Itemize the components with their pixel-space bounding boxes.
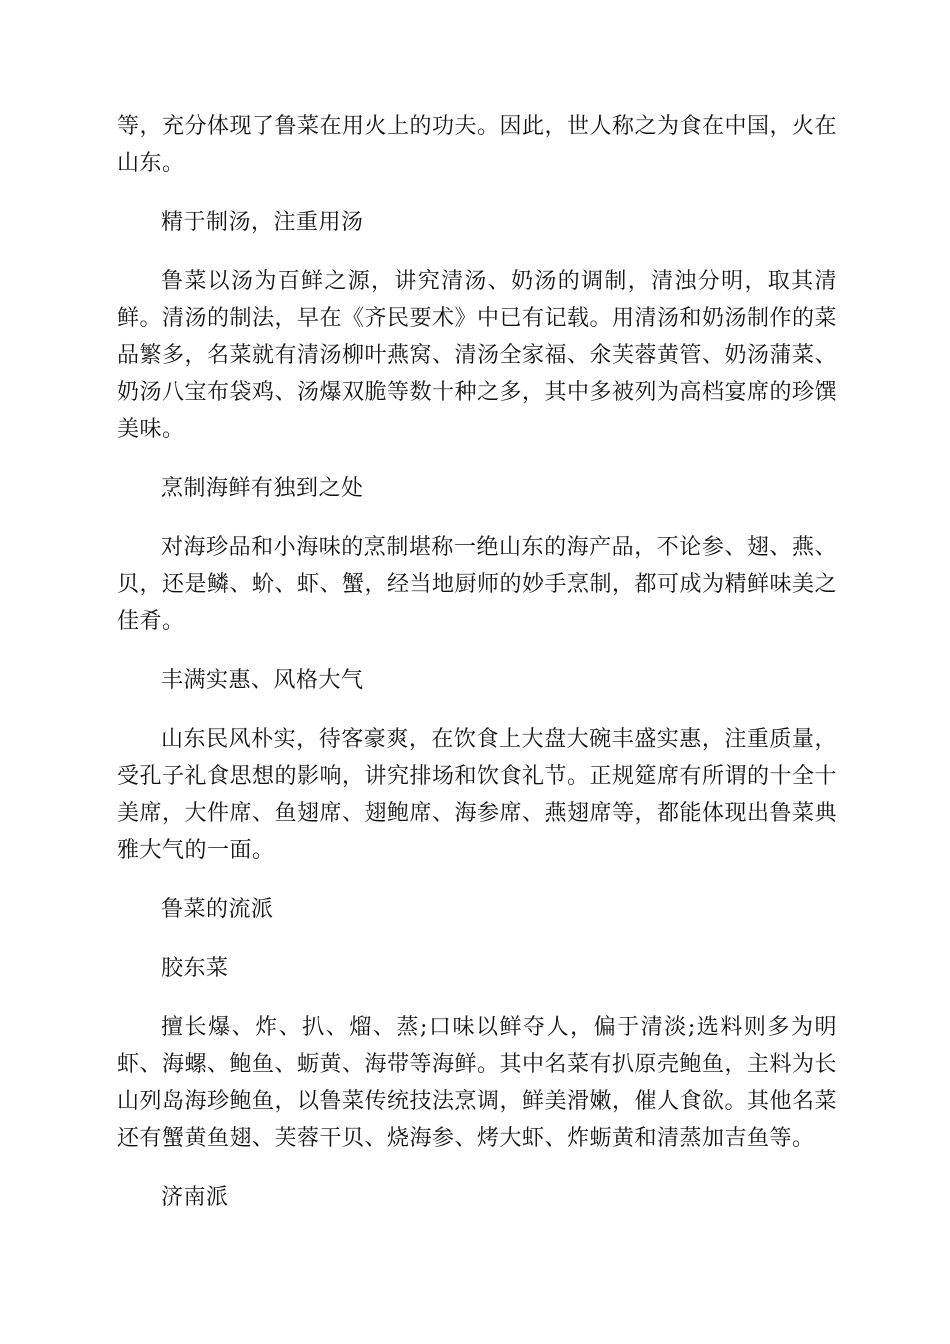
document-page [117, 108, 837, 1238]
paragraph-soup: 鲁菜以汤为百鲜之源，讲究清汤、奶汤的调制，清浊分明，取其清鲜。清汤的制法，早在《齐民要术》中已有记载。用清汤和奶汤制作的菜品繁多，名菜就有清汤柳叶燕窝、清汤全家福、氽芙蓉黄管、奶汤蒲菜、奶汤八宝布袋鸡、汤爆双脆等数十种之多，其中多被列为高档宴席的珍馔美味。 [117, 269, 838, 442]
section-heading-soup: 精于制汤，注重用汤 [161, 210, 364, 235]
paragraph-continuation: 等，充分体现了鲁菜在用火上的功夫。因此，世人称之为食在中国，火在山东。 [117, 114, 838, 176]
paragraph-jiaodong: 擅长爆、炸、扒、熘、蒸;口味以鲜夺人，偏于清淡;选料则多为明虾、海螺、鲍鱼、蛎黄、海带等海鲜。其中名菜有扒原壳鲍鱼，主料为长山列岛海珍鲍鱼，以鲁菜传统技法烹调，鲜美滑嫩，催人食欲。其他名菜还有蟹黄鱼翅、芙蓉干贝、烧海参、烤大虾、炸蛎黄和清蒸加吉鱼等。 [117, 1015, 838, 1151]
section-heading-jinan: 济南派 [161, 1185, 229, 1210]
section-heading-seafood: 烹制海鲜有独到之处 [161, 476, 364, 501]
section-heading-schools: 鲁菜的流派 [161, 897, 274, 922]
paragraph-seafood: 对海珍品和小海味的烹制堪称一绝山东的海产品，不论参、翅、燕、贝，还是鳞、蚧、虾、蟹，经当地厨师的妙手烹制，都可成为精鲜味美之佳肴。 [117, 535, 838, 634]
section-heading-style: 丰满实惠、风格大气 [161, 668, 364, 693]
paragraph-style: 山东民风朴实，待客豪爽，在饮食上大盘大碗丰盛实惠，注重质量，受孔子礼食思想的影响，讲究排场和饮食礼节。正规筵席有所谓的十全十美席，大件席、鱼翅席、翅鲍席、海参席、燕翅席等，都能体现出鲁菜典雅大气的一面。 [117, 727, 838, 863]
section-heading-jiaodong: 胶东菜 [161, 956, 229, 981]
